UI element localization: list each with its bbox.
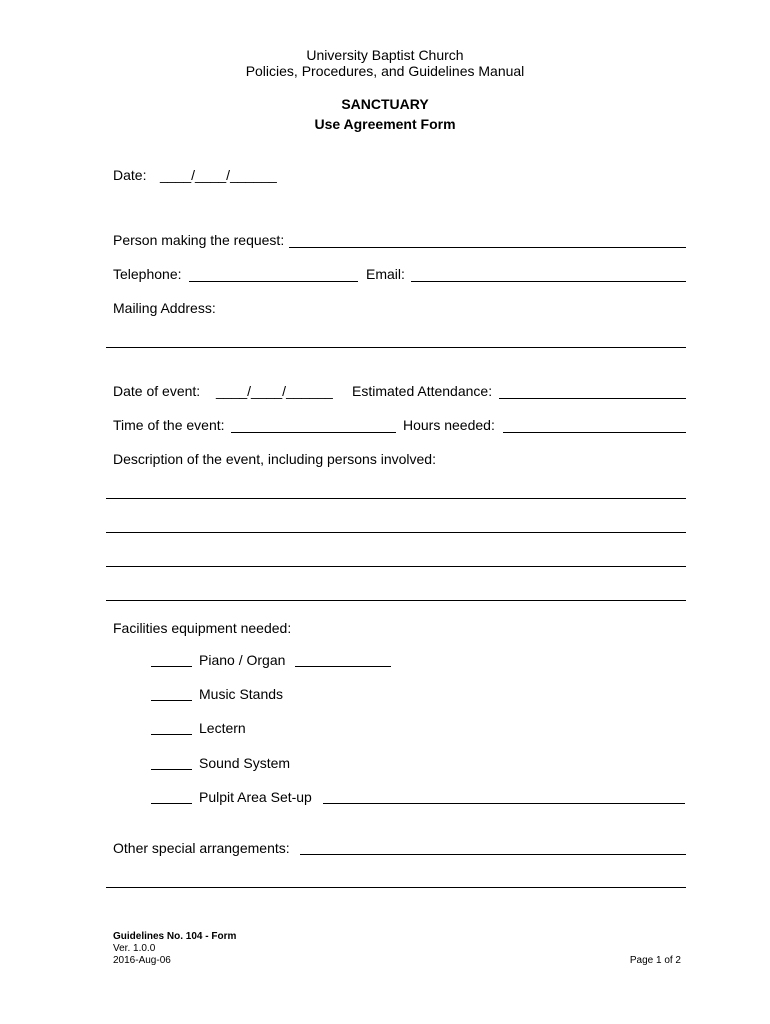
telephone-field[interactable]	[189, 281, 358, 282]
event-time-label: Time of the event:	[113, 417, 225, 433]
description-label: Description of the event, including persons involved:	[113, 451, 436, 467]
requester-label: Person making the request:	[113, 232, 285, 248]
date-label: Date:	[113, 167, 147, 183]
description-line-3[interactable]	[106, 566, 686, 567]
lectern-label: Lectern	[199, 720, 246, 736]
pulpit-setup-detail-field[interactable]	[323, 803, 685, 804]
manual-name: Policies, Procedures, and Guidelines Manual	[245, 63, 525, 79]
attendance-label: Estimated Attendance:	[352, 383, 493, 399]
event-date-field[interactable]: ____/____/______	[216, 383, 333, 399]
footer-date: 2016-Aug-06	[113, 955, 171, 966]
footer-version: Ver. 1.0.0	[113, 943, 156, 954]
pulpit-setup-check[interactable]	[151, 803, 192, 804]
hours-label: Hours needed:	[403, 417, 495, 433]
event-date-label: Date of event:	[113, 383, 201, 399]
mailing-address-field[interactable]	[106, 347, 686, 348]
footer-guideline: Guidelines No. 104 - Form	[113, 931, 237, 942]
other-arrangements-line-2[interactable]	[106, 887, 686, 888]
description-line-2[interactable]	[106, 532, 686, 533]
sound-system-check[interactable]	[151, 769, 192, 770]
pulpit-setup-label: Pulpit Area Set-up	[199, 789, 312, 805]
telephone-label: Telephone:	[113, 266, 182, 282]
music-stands-check[interactable]	[151, 700, 192, 701]
email-field[interactable]	[411, 281, 686, 282]
piano-organ-detail-field[interactable]	[295, 666, 391, 667]
form-title: SANCTUARY	[341, 96, 429, 112]
hours-field[interactable]	[503, 432, 686, 433]
music-stands-label: Music Stands	[199, 686, 284, 702]
equipment-label: Facilities equipment needed:	[113, 620, 292, 636]
attendance-field[interactable]	[499, 398, 686, 399]
email-label: Email:	[366, 266, 405, 282]
date-field[interactable]: ____/____/______	[160, 167, 277, 183]
mailing-address-label: Mailing Address:	[113, 300, 216, 316]
description-line-1[interactable]	[106, 498, 686, 499]
org-name: University Baptist Church	[306, 47, 464, 63]
other-arrangements-field[interactable]	[300, 854, 686, 855]
event-time-field[interactable]	[231, 432, 396, 433]
sound-system-label: Sound System	[199, 755, 291, 771]
form-subtitle: Use Agreement Form	[314, 116, 456, 132]
footer-page-number: Page 1 of 2	[629, 955, 681, 966]
lectern-check[interactable]	[151, 734, 192, 735]
other-arrangements-label: Other special arrangements:	[113, 840, 290, 856]
requester-field[interactable]	[289, 247, 686, 248]
description-line-4[interactable]	[106, 600, 686, 601]
piano-organ-label: Piano / Organ	[199, 652, 286, 668]
piano-organ-check[interactable]	[151, 666, 192, 667]
